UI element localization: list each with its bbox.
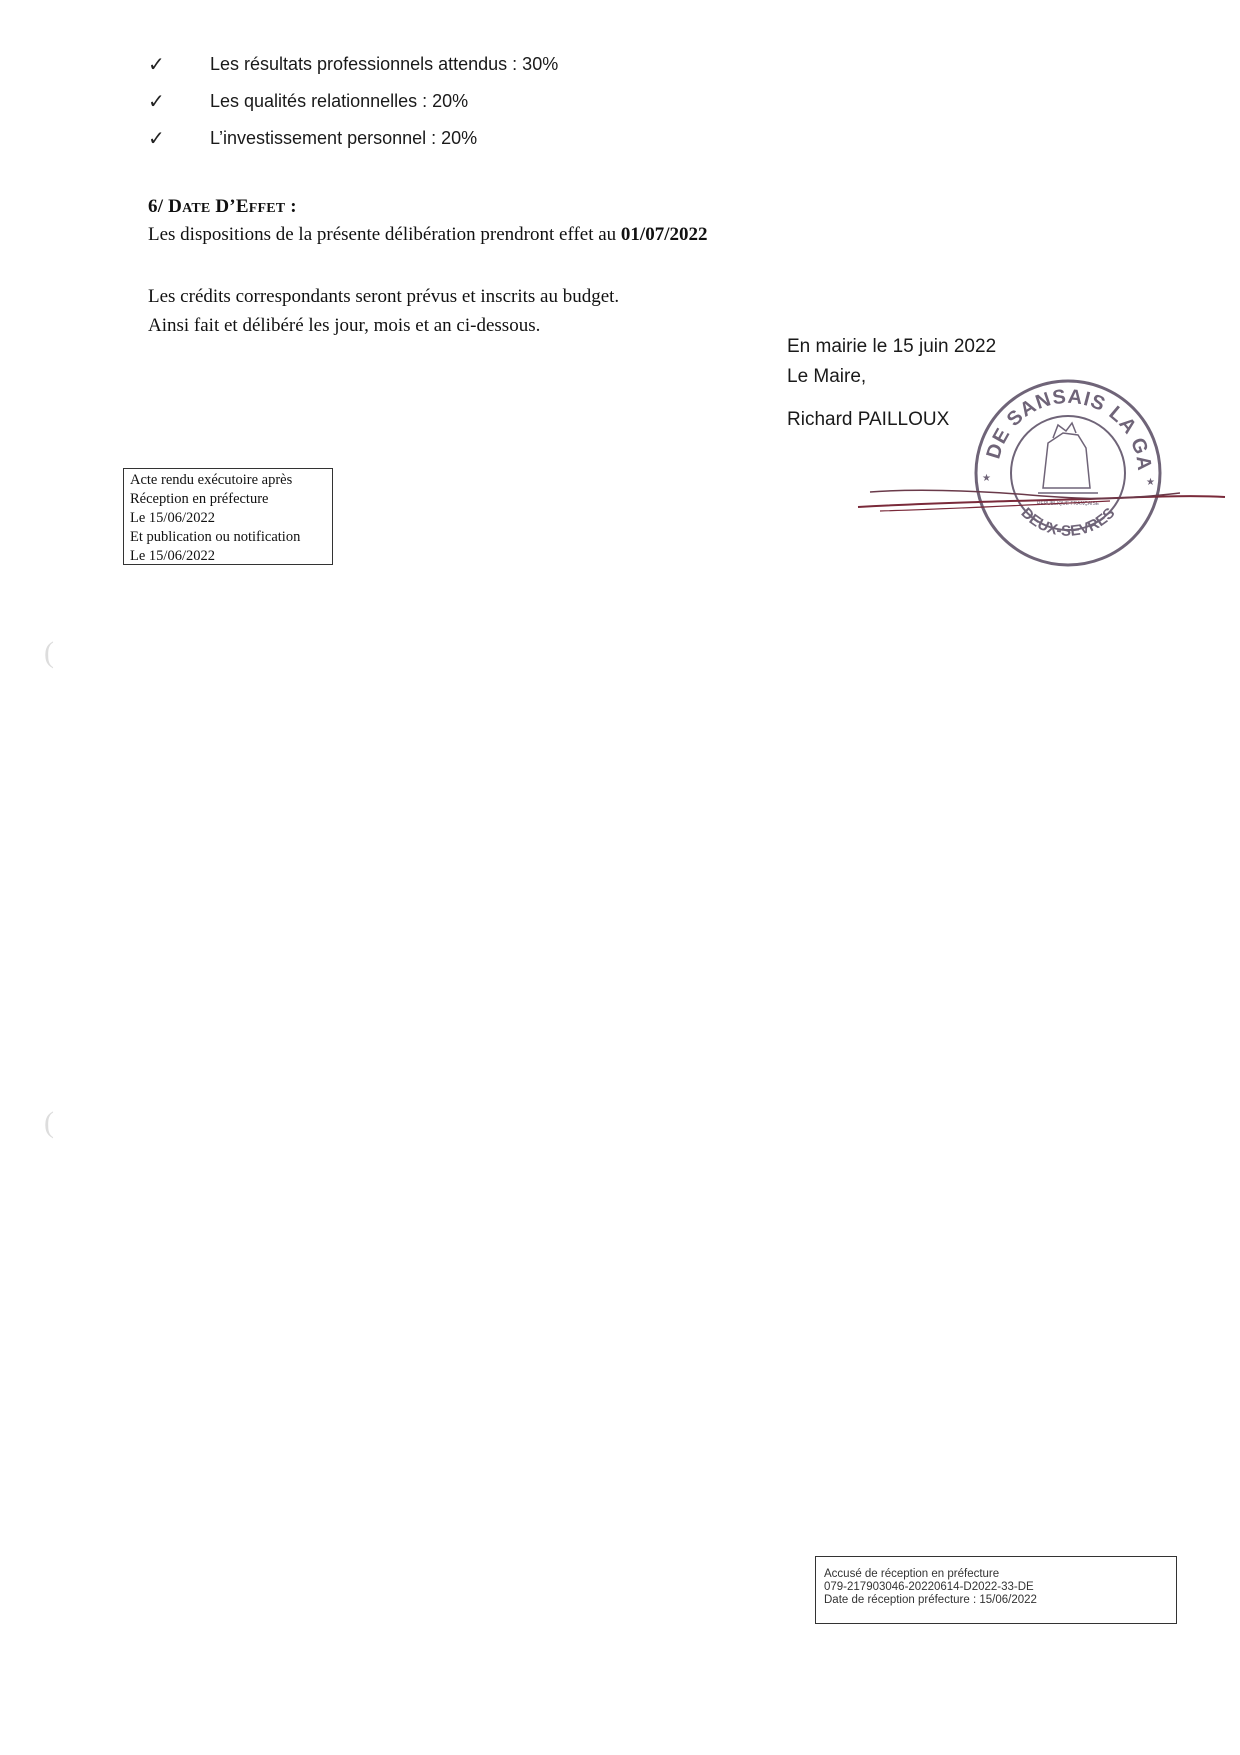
scan-artifact: ( — [44, 1106, 54, 1139]
section-heading: 6/ DATE D’EFFET : — [148, 196, 297, 217]
executory-notice-box — [123, 468, 333, 565]
prefecture-receipt-box — [815, 1556, 1177, 1624]
effect-date: 01/07/2022 — [620, 224, 708, 245]
svg-text:MAIRIE DE SANSAIS LA GARETTE: DE SANSAIS LA GA — [982, 385, 1156, 473]
checkmark-icon: ✓ — [148, 126, 165, 150]
svg-text:(DEUX-SEVRES): DEUX-SEVRES — [1017, 504, 1119, 540]
credits-paragraph: Les crédits correspondants seront prévus et inscrits au budget. — [148, 286, 620, 307]
executory-line: Réception en préfecture — [130, 491, 269, 507]
criteria-label: Les qualités relationnelles : 20% — [210, 91, 469, 111]
criteria-label: L’investissement personnel : 20% — [210, 128, 478, 148]
scan-artifact: ( — [44, 636, 54, 669]
executory-line: Et publication ou notification — [130, 529, 301, 545]
handwritten-signature — [850, 475, 1230, 530]
criteria-label: Les résultats professionnels attendus : 30% — [210, 54, 559, 74]
checkmark-icon: ✓ — [148, 52, 165, 76]
checkmark-icon: ✓ — [148, 89, 165, 113]
svg-text:★: ★ — [1146, 477, 1155, 488]
signature-name: Richard PAILLOUX — [787, 409, 950, 430]
executory-line: Le 15/06/2022 — [130, 548, 215, 564]
closing-paragraph: Ainsi fait et délibéré les jour, mois et an ci-dessous. — [148, 315, 541, 336]
svg-text:★: ★ — [982, 473, 991, 484]
receipt-line: Date de réception préfecture : 15/06/2022 — [824, 1594, 1037, 1606]
executory-line: Le 15/06/2022 — [130, 510, 215, 526]
effect-paragraph: Les dispositions de la présente délibération prendront effet au 01/07/2022 — [148, 224, 708, 245]
receipt-line: Accusé de réception en préfecture — [824, 1568, 1000, 1580]
receipt-line: 079-217903046-20220614-D2022-33-DE — [824, 1581, 1034, 1593]
seal-icon — [968, 373, 1168, 573]
signature-role: Le Maire, — [787, 366, 867, 387]
executory-line: Acte rendu exécutoire après — [130, 472, 293, 488]
svg-text:RÉPUBLIQUE FRANÇAISE: RÉPUBLIQUE FRANÇAISE — [1036, 501, 1100, 507]
signature-place-date: En mairie le 15 juin 2022 — [787, 336, 997, 357]
